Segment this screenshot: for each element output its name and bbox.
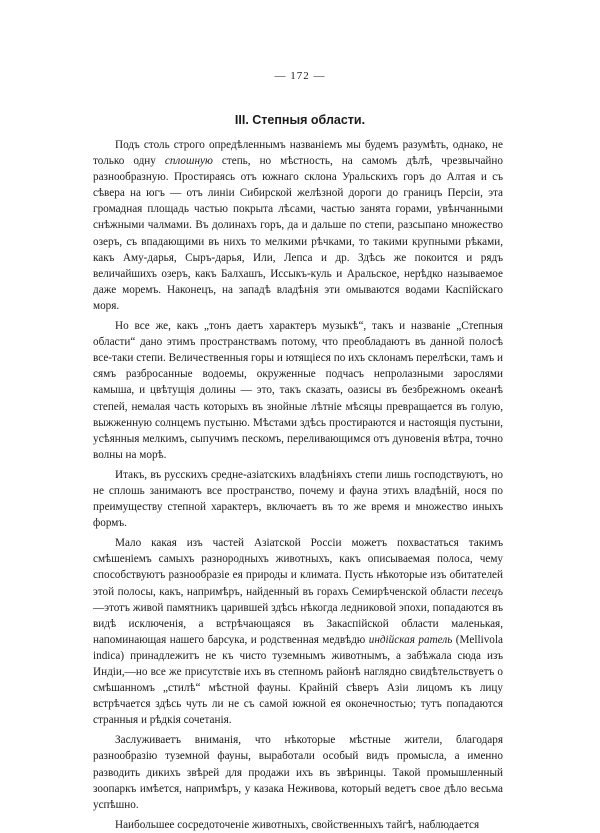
paragraph-2: Но все же, какъ „тонъ даетъ характеръ музыкѣ“, такъ и названіе „Степныя области“ дано этимъ пространствамъ потому, что преобладаютъ въ данной полосѣ все-таки степи. Величественныя горы и ютящіеся по ихъ склонамъ перелѣски, тамъ и сямъ разбросанные водоемы, окруженные подчасъ непролазными зарослями камыша, и цвѣтущія долины — это, такъ сказать, оазисы въ безбрежномъ океанѣ степей, немалая часть которыхъ въ знойные лѣтніе мѣсяцы превращается въ голую, выжженную солнцемъ пустыню. Мѣстами здѣсь простираются и настоящія пустыни, усѣянныя мелкимъ, сыпучимъ пескомъ, переливающимся отъ дуновенія вѣтра, точно волны на морѣ. — [93, 320, 503, 461]
page-number: — 172 — — [274, 70, 326, 82]
paragraph-6: Наибольшее сосредоточеніе животныхъ, свойственныхъ тайгѣ, наблюдается — [115, 818, 480, 831]
paragraph-4: Мало какая изъ частей Азіатской Россіи можетъ похвастаться такимъ смѣшеніемъ самыхъ разнородныхъ животныхъ, какъ описываемая полоса, чему способствуютъ разнообразіе ея природы и климата. Пусть нѣкоторые изъ обитателей этой полосы, какъ, напримѣръ, найденный въ горахъ Семирѣченской области песецъ—этотъ живой памятникъ царившей здѣсь нѣкогда ледниковой эпохи, попадаются въ видѣ исключенія, а встрѣчающаяся въ Закаспійской области маленькая, напоминающая нашего барсука, и родственная медвѣдю индійская ратель (Mellivola indica) принадлежитъ не къ чисто туземнымъ животнымъ, а забѣжала сюда изъ Индіи,—но все же присутствіе ихъ въ степномъ районѣ наглядно свидѣтельствуетъ о смѣшанномъ „стилѣ“ мѣстной фауны. Крайній сѣверъ Азіи лицомъ къ лицу встрѣчается здѣсь чуть ли не съ самой южной ея оконечностью; тутъ попадаются странныя и рѣдкія сочетанія. — [93, 537, 503, 727]
paragraph-3: Итакъ, въ русскихъ средне-азіатскихъ владѣніяхъ степи лишь господствуютъ, но не сплошь занимаютъ все пространство, почему и фауна этихъ владѣній, нося по преимуществу степной характеръ, включаетъ въ то же время и множество иныхъ формъ. — [93, 468, 503, 530]
paragraph-1: Подъ столь строго опредѣленнымъ названіемъ мы будемъ разумѣть, однако, не только одну сплошную степь, но мѣстность, на самомъ дѣлѣ, чрезвычайно разнообразную. Простираясь отъ южнаго склона Уральскихъ горъ до Алтая и съ сѣвера на югъ — отъ линіи Сибирской желѣзной дороги до границъ Персіи, эта громадная площадь частью покрыта лѣсами, частью занята горами, увѣнчанными снѣжными чалмами. Въ долинахъ горъ, да и дальше по степи, разсыпано множество озеръ, съ впадающими въ нихъ то мелкими рѣчками, то такими крупными рѣками, какъ Аму-дарья, Сыръ-дарья, Или, Лепса и др. Здѣсь же покоится и рядъ величайшихъ озеръ, какъ Балхашъ, Иссыкъ-куль и Аральское, нерѣдко называемое даже моремъ. Наконецъ, на западѣ владѣнія эти омываются водами Каспійскаго моря. — [93, 139, 503, 312]
body-text — [93, 137, 503, 833]
paragraph-5: Заслуживаетъ вниманія, что нѣкоторые мѣстные жители, благодаря разнообразію туземной фауны, выработали особый видъ промысла, а именно разводить дикихъ звѣрей для продажи ихъ въ звѣринцы. Такой промышленный зоопаркъ имѣется, напримѣръ, у казака Неживова, который ведетъ свое дѣло весьма успѣшно. — [93, 734, 503, 811]
section-title: III. Степныя области. — [234, 113, 366, 127]
